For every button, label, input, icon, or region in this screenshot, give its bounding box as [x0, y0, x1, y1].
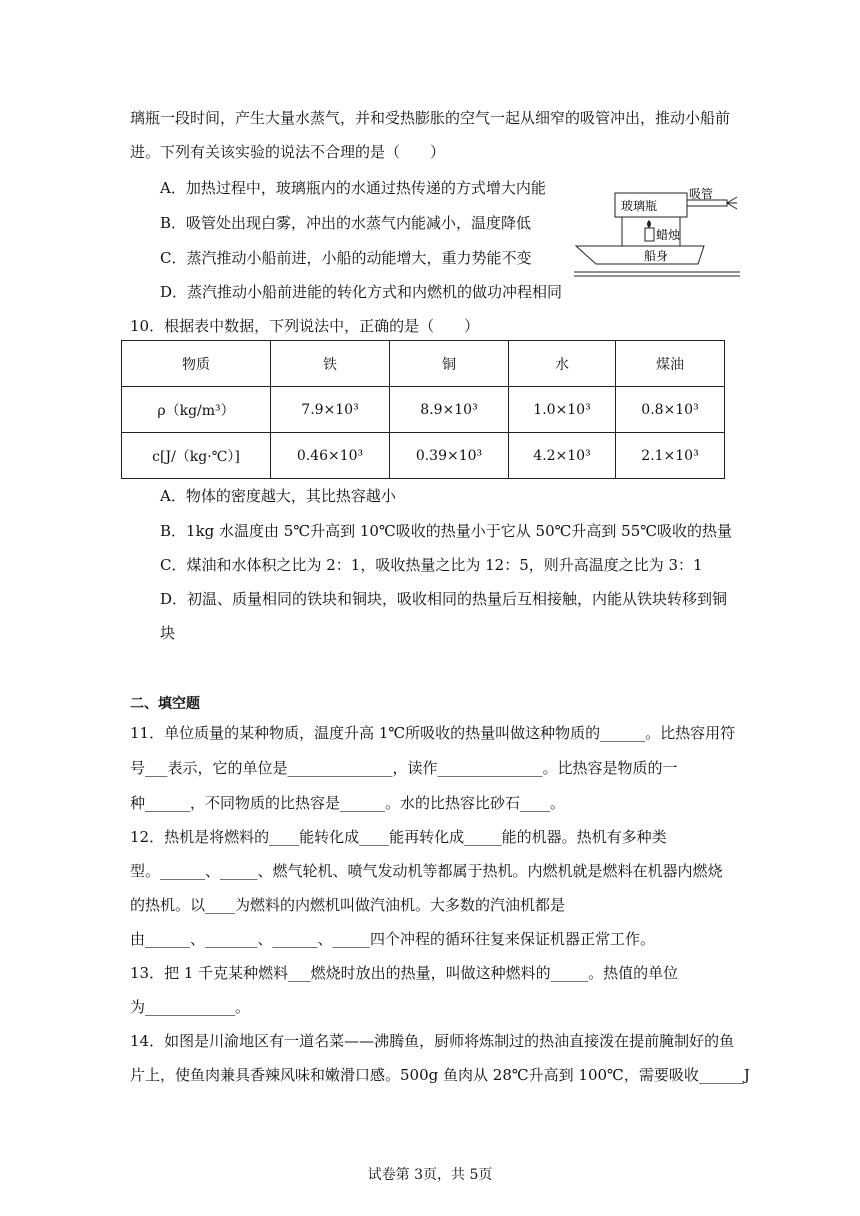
fill-line: 13．把 1 千克某种燃料___燃烧时放出的热量，叫做这种燃料的_____。热值的单位	[130, 964, 679, 982]
table-cell: 7.9×10³	[271, 387, 390, 433]
question-9-stem-line-2: 进。下列有关该实验的说法不合理的是（ ）	[130, 143, 446, 161]
steam-boat-figure	[574, 186, 740, 280]
fill-line: 的热机。以____为燃料的内燃机叫做汽油机。大多数的汽油机都是	[130, 896, 566, 914]
question-9-stem-line-1: 璃瓶一段时间，产生大量水蒸气，并和受热膨胀的空气一起从细窄的吸管冲出，推动小船前	[130, 109, 731, 127]
table-header-cell: 铁	[271, 341, 390, 387]
q9-option-c: C．蒸汽推动小船前进，小船的动能增大，重力势能不变	[160, 249, 532, 267]
table-cell: ρ（kg/m³）	[122, 387, 271, 433]
question-10-stem: 10．根据表中数据，下列说法中，正确的是（ ）	[130, 317, 480, 335]
table-cell: 0.46×10³	[271, 433, 390, 479]
section-heading: 二、填空题	[130, 696, 200, 712]
table-row	[122, 433, 725, 479]
table-header-cell: 铜	[390, 341, 509, 387]
fill-line: 11．单位质量的某种物质，温度升高 1℃所吸收的热量叫做这种物质的______。比热容用符	[130, 724, 736, 742]
table-cell: 1.0×10³	[509, 387, 616, 433]
table-cell: 0.39×10³	[390, 433, 509, 479]
tube-label: 吸管	[689, 187, 714, 201]
page-footer: 试卷第 3页，共 5页	[367, 1167, 493, 1183]
fill-line: 12．热机是将燃料的____能转化成____能再转化成_____能的机器。热机有多种类	[130, 828, 667, 846]
bottle-label: 玻璃瓶	[621, 199, 658, 213]
fill-line: 14．如图是川渝地区有一道名菜——沸腾鱼，厨师将炼制过的热油直接泼在提前腌制好的鱼	[130, 1032, 735, 1050]
q10-option-d-continued: 块	[160, 624, 176, 642]
hull-label: 船身	[644, 249, 669, 263]
q9-option-d: D．蒸汽推动小船前进能的转化方式和内燃机的做功冲程相同	[160, 283, 563, 301]
table-cell: 4.2×10³	[509, 433, 616, 479]
fill-line: 号___表示，它的单位是______________，读作______________。比热容是物质的一	[130, 759, 678, 777]
table-cell: 8.9×10³	[390, 387, 509, 433]
table-header-cell: 水	[509, 341, 616, 387]
table-cell: 2.1×10³	[616, 433, 725, 479]
table-header-row	[122, 341, 725, 387]
fill-line: 由______、_______、______、_____四个冲程的循环往复来保证机器正常工作。	[130, 930, 656, 948]
fill-line: 型。______、_____、燃气轮机、喷气发动机等都属于热机。内燃机就是燃料在机器内燃烧	[130, 862, 723, 880]
table-header-cell: 物质	[122, 341, 271, 387]
fill-line: 为____________。	[130, 998, 251, 1016]
fill-line: 种______，不同物质的比热容是______。水的比热容比砂石____。	[130, 794, 566, 812]
q9-option-a: A．加热过程中，玻璃瓶内的水通过热传递的方式增大内能	[160, 179, 546, 197]
q10-option-c: C．煤油和水体积之比为 2：1，吸收热量之比为 12：5，则升高温度之比为 3：1	[160, 556, 703, 574]
table-row	[122, 387, 725, 433]
table-cell: c[J/（kg·℃）]	[122, 433, 271, 479]
q10-option-d: D．初温、质量相同的铁块和铜块，吸收相同的热量后互相接触，内能从铁块转移到铜	[160, 590, 728, 608]
table-header-cell: 煤油	[616, 341, 725, 387]
q9-option-b: B．吸管处出现白雾，冲出的水蒸气内能减小，温度降低	[160, 214, 532, 232]
candle-label: 蜡烛	[656, 228, 681, 242]
fill-line: 片上，使鱼肉兼具香辣风味和嫩滑口感。500g 鱼肉从 28℃升高到 100℃，需要吸收______J	[130, 1066, 750, 1084]
table-cell: 0.8×10³	[616, 387, 725, 433]
data-table	[121, 340, 725, 479]
q10-option-b: B．1kg 水温度由 5℃升高到 10℃吸收的热量小于它从 50℃升高到 55℃吸收的热量	[160, 522, 733, 540]
q10-option-a: A．物体的密度越大，其比热容越小	[160, 487, 396, 505]
